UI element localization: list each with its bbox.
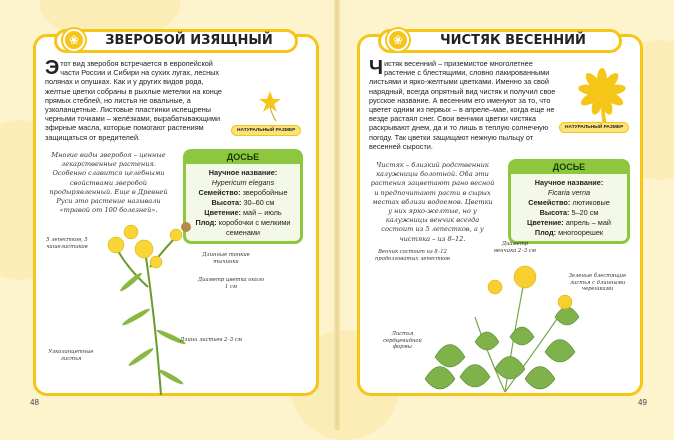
annotation: Листья сердцевидной формы [383,331,422,350]
page-number-right: 49 [638,398,647,407]
left-page-panel [33,34,319,396]
page-number-left: 48 [30,398,39,407]
natural-size-badge: НАТУРАЛЬНЫЙ РАЗМЕР [559,122,629,133]
left-title-bar [54,29,298,53]
label: Научное название: [208,168,278,177]
bloom: май – июль [243,208,282,217]
fruit: коробочки с мелкими семенами [218,218,291,237]
left-note: Многие виды зверобоя – ценные лекарственные растения. Особенно славится целебными свойствами зверобой продырявленный. Еще в Древней Руси это растение называли «травой от 100 болезней». [49,151,168,215]
dropcap: Э [45,57,60,79]
height: 5–20 см [571,208,599,217]
height: 30–60 см [243,198,275,207]
left-intro [45,59,225,142]
right-intro [369,59,557,151]
annotation: Длина листьев 2–3 см [179,337,243,343]
bloom: апрель – май [565,218,611,227]
label: Высота: [539,208,570,217]
annotation: Длинные тонкие тычинки [202,252,250,265]
flower-natural-size-icon [258,89,282,123]
annotation: Узколанцетные листья [48,349,94,362]
annotation: Диаметр цветка около 1 см [197,277,265,290]
right-note: Чистяк – близкий родственник калужницы болотной. Оба эти растения зацветают рано весной и предпочитают расти в сырых местах вблизи водоемов. Цветки у них ярко-желтые, но у калужницы венчик всегда состоит из 5 лепестков, а у чистяка – из 8–12. [370,161,495,243]
dossier-header: ДОСЬЕ [510,161,628,174]
fruit: многоорешек [558,228,604,237]
label: Цветение: [527,218,564,227]
flower-natural-size-icon [572,67,632,129]
left-title: ЗВЕРОБОЙ ИЗЯЩНЫЙ [105,33,273,48]
right-dossier [508,159,630,244]
annotation: Зеленые блестящие листья с длинными черешками [568,273,627,292]
book-gutter [334,0,340,430]
ficaria-illustration [415,247,590,397]
hypericum-illustration [86,207,206,397]
intro-text: истяк весенний – приземистое многолетнее растение с блестящими, словно лакированными листьями и ярко-желтыми цветками. Именно за свой нарядный, всегда опрятный вид чистяк и получил свое русское название. А весенним его именуют за то, что цветет одним из первых – в апреле–мае, когда еще не везде растаял снег. Свои венчики цветки чистяка раскрывают днем, да и то лишь в теплую солнечную погоду. Так цветки защищают нежную пыльцу от весенней сырости. [369,59,556,151]
annotation: Венчик состоит из 8–12 продолговатых лепестков [375,249,450,262]
dropcap: Ч [369,57,384,79]
intro-text: тот вид зверобоя встречается в европейской части России и Сибири на сухих лугах, лесных полянах и опушках. Как и у других видов рода, желтые цветки собраны в рыхлые метелки на конце прямых стеблей, но листья не овальные, а узколанцетные. Листовые пластинки испещрены черными точками – желёзками, вырабатывающими эфирные масла, которые помогают растениям защищаться от вредителей. [45,59,222,142]
label: Плод: [534,228,557,237]
label: Высота: [211,198,242,207]
annotation: Диаметр венчика 2–3 см [494,241,536,254]
natural-size-badge: НАТУРАЛЬНЫЙ РАЗМЕР [231,125,301,136]
label: Плод: [195,218,217,227]
label: Семейство: [528,198,571,207]
right-title-bar [378,29,622,53]
sci-name: Ficaria verna [547,188,591,197]
plant-logo-icon: ❀ [387,29,409,51]
label: Цветение: [204,208,241,217]
right-page-panel [357,34,643,396]
dossier-header: ДОСЬЕ [185,151,301,164]
plant-logo-icon: ❀ [63,29,85,51]
family: лютиковые [572,198,610,207]
right-title: ЧИСТЯК ВЕСЕННИЙ [440,33,586,48]
label: Научное название: [534,178,604,187]
label: Семейство: [198,188,241,197]
sci-name: Hypericum elegans [211,178,275,187]
annotation: 5 лепестков, 5 чашелистиков [46,237,88,250]
family: зверобойные [242,188,288,197]
